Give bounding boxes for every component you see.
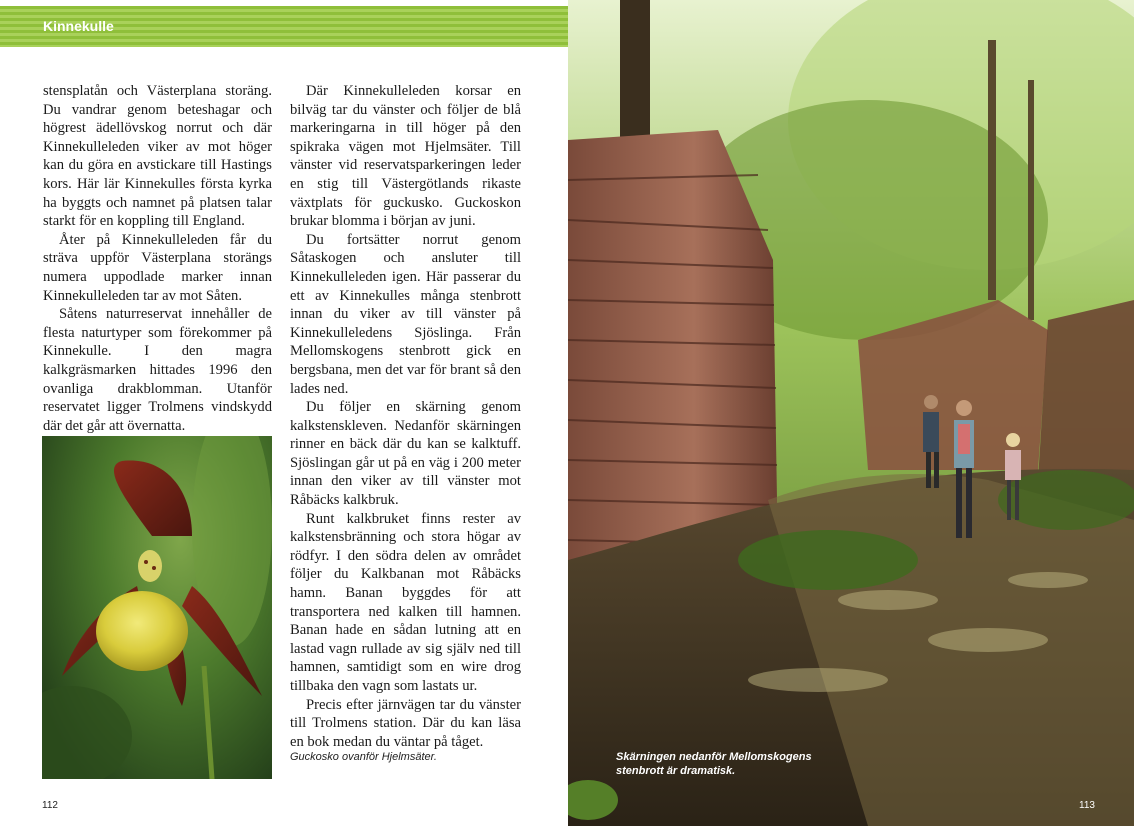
orchid-photo	[42, 436, 272, 779]
paragraph: Du följer en skärning genom kalkstenskleven. Nedanför skärningen rinner en bäck där du kan se kalktuff. Sjöslingan går ut på en väg i 200 meter innan den viker av till vänster mot Råbäcks kalkbruk.	[290, 399, 521, 509]
chapter-title: Kinnekulle	[43, 18, 114, 34]
paragraph: Du fortsätter norrut genom Såtaskogen och ansluter till Kinnekulleleden igen. Här passerar du ett av Kinnekulles många stenbrott innan du viker av till vänster på Kinnekulleledens Sjöslinga. Från Mellomskogens stenbrott gick en bergsbana, men det var för brant så den lades ned.	[290, 231, 521, 397]
paragraph: Precis efter järnvägen tar du vänster till Trolmens station. Där du kan läsa en bok medan du väntar på tåget.	[290, 696, 521, 750]
paragraph: Såtens naturreservat innehåller de flesta naturtyper som förekommer på Kinnekulle. I den magra kalkgräsmarken hittades 1996 den ovanliga drakblomman. Utanför reservatet ligger Trolmens vindskydd där det går att övernatta.	[43, 306, 272, 434]
quarry-forest-illustration	[568, 0, 1134, 826]
paragraph: Åter på Kinnekulleleden får du sträva uppför Västerplana storängs numera uppodlade marker innan Kinnekulleleden tar av mot Såten.	[43, 231, 272, 304]
orchid-illustration	[42, 436, 272, 779]
quarry-photo	[568, 0, 1134, 826]
page-number-left: 112	[42, 800, 58, 811]
text-column-2	[290, 82, 521, 751]
text-column-1	[43, 82, 272, 435]
orchid-caption: Guckosko ovanför Hjelmsäter.	[290, 751, 437, 763]
paragraph: Där Kinnekulleleden korsar en bilväg tar du vänster och följer de blå markeringarna in till höger på den spikraka vägen mot Hjelmsäter. Till vänster vid reservatsparkeringen leder en stig till Västergötlands rikaste växtplats för guckusko. Guckoskon brukar blomma i början av juni.	[290, 83, 521, 230]
paragraph: stensplatån och Västerplana storäng. Du vandrar genom beteshagar och högrest ädellövskog norrut och där Kinnekulleleden viker av mot höger kan du göra en avstickare till Hastings kors. Här lär Kinnekulles första kyrka ha byggts och namnet på platsen talar starkt för en koppling till England.	[43, 83, 272, 230]
chapter-header	[0, 6, 568, 47]
quarry-caption: Skärningen nedanför Mellomskogens stenbrott är dramatisk.	[616, 751, 812, 777]
page-number-right: 113	[1079, 800, 1095, 811]
paragraph: Runt kalkbruket finns rester av kalkstensbränning och stora högar av rödfyr. I den södra delen av området följer du Kalkbanan mot Råbäcks hamn. Banan byggdes för att transportera ned kalken till hamnen. Banan hade en sådan lutning att en lastad vagn rullade av sig själv ned till hamnen, samtidigt som en wire drog tillbaka den vagn som lastats ur.	[290, 510, 521, 694]
